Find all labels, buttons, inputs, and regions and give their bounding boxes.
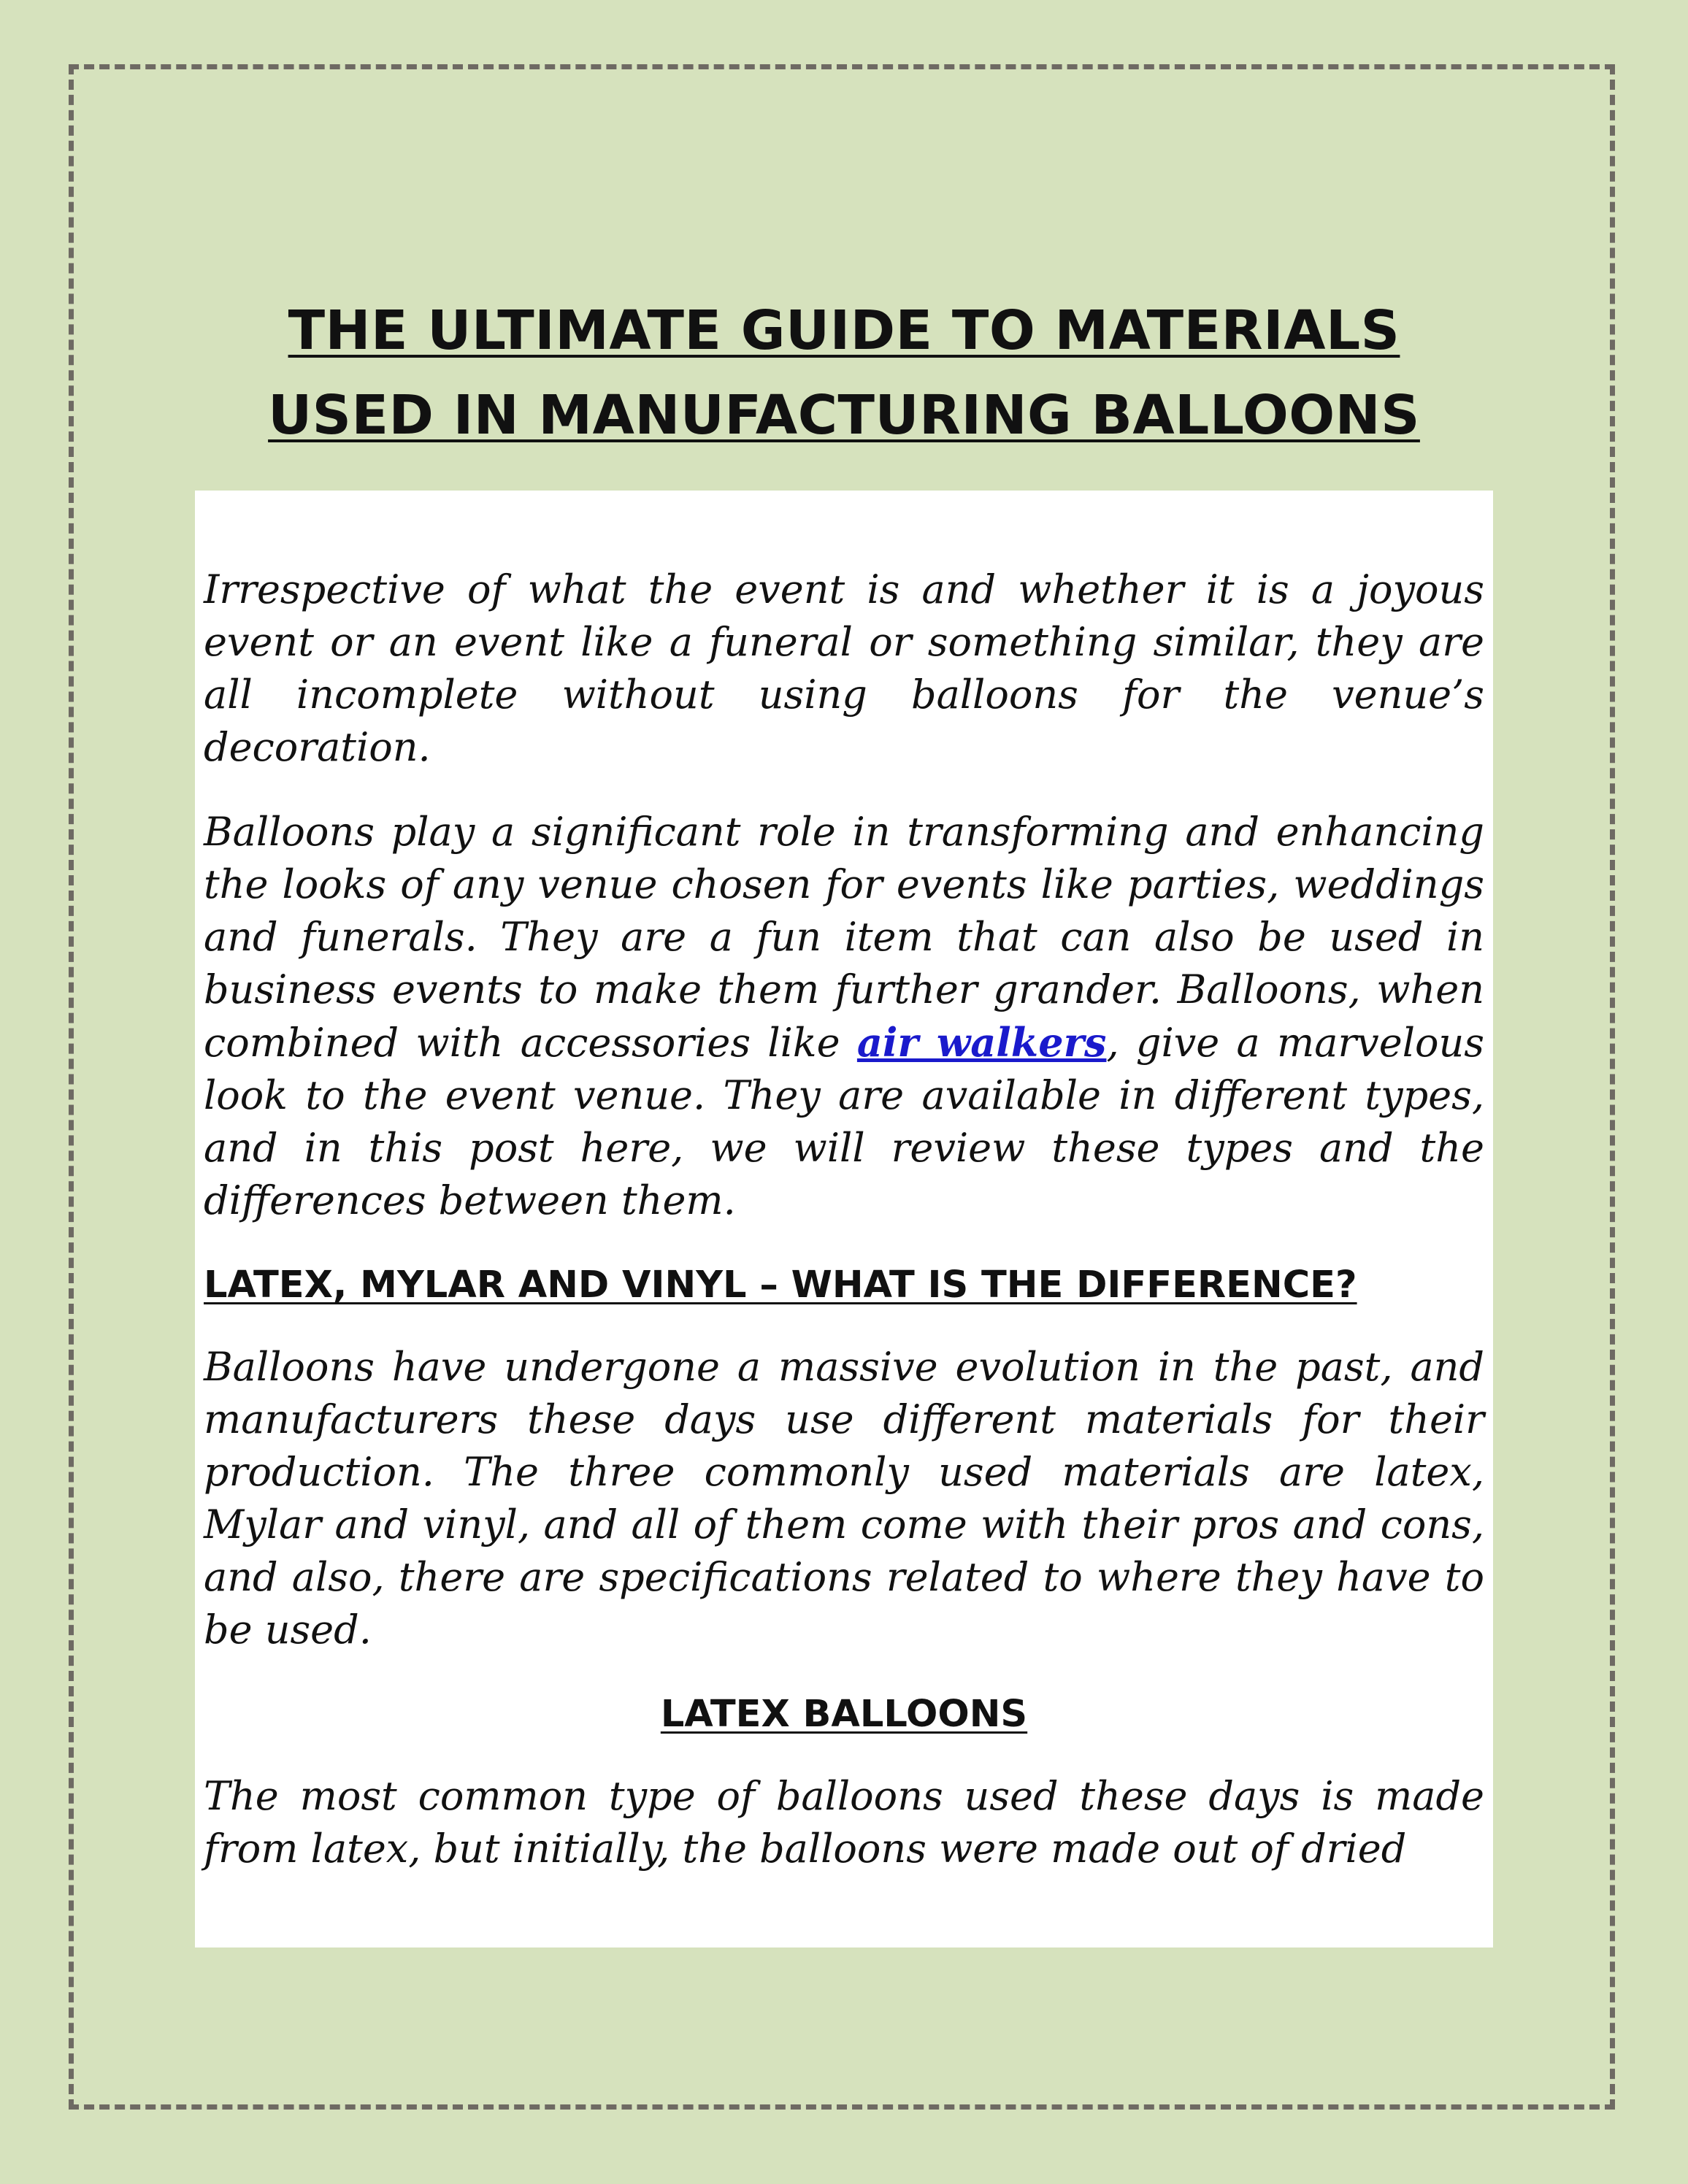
content-panel [195,491,1493,1947]
second-paragraph-text-before: Balloons play a significant role in transforming and enhancing the looks of any venue chosen for events like parties, weddings and funerals. They are a fun item that can also be used in business events to make them further grander. Balloons, when combined with accessories like [204,809,1484,1066]
title-line-1: THE ULTIMATE GUIDE TO MATERIALS [288,299,1400,362]
section-paragraph: Balloons have undergone a massive evolution in the past, and manufacturers these days use different materials for their production. The three commonly used materials are latex, Mylar and vinyl, and all of them come with their pros and cons, and also, there are specifications related to where they have to be used. [204,1344,1484,1653]
page-title [146,288,1542,458]
intro-paragraph: Irrespective of what the event is and whether it is a joyous event or an event like a funeral or something similar, they are all incomplete without using balloons for the venue’s decoration. [204,566,1484,770]
latex-paragraph: The most common type of balloons used these days is made from latex, but initially, the balloons were made out of dried [204,1773,1484,1872]
second-paragraph-text-after: , give a marvelous look to the event venue. They are available in different types, and in this post here, we will review these types and the differences between them. [204,1020,1485,1223]
section-heading [204,1259,1484,1312]
title-line-2: USED IN MANUFACTURING BALLOONS [268,384,1420,447]
section-heading-text: LATEX, MYLAR AND VINYL – WHAT IS THE DIFFERENCE? [204,1264,1357,1307]
air-walkers-link[interactable]: air walkers [856,1019,1107,1066]
latex-subheading-text: LATEX BALLOONS [660,1693,1028,1736]
latex-subheading [204,1688,1484,1741]
second-paragraph [204,806,1484,1227]
